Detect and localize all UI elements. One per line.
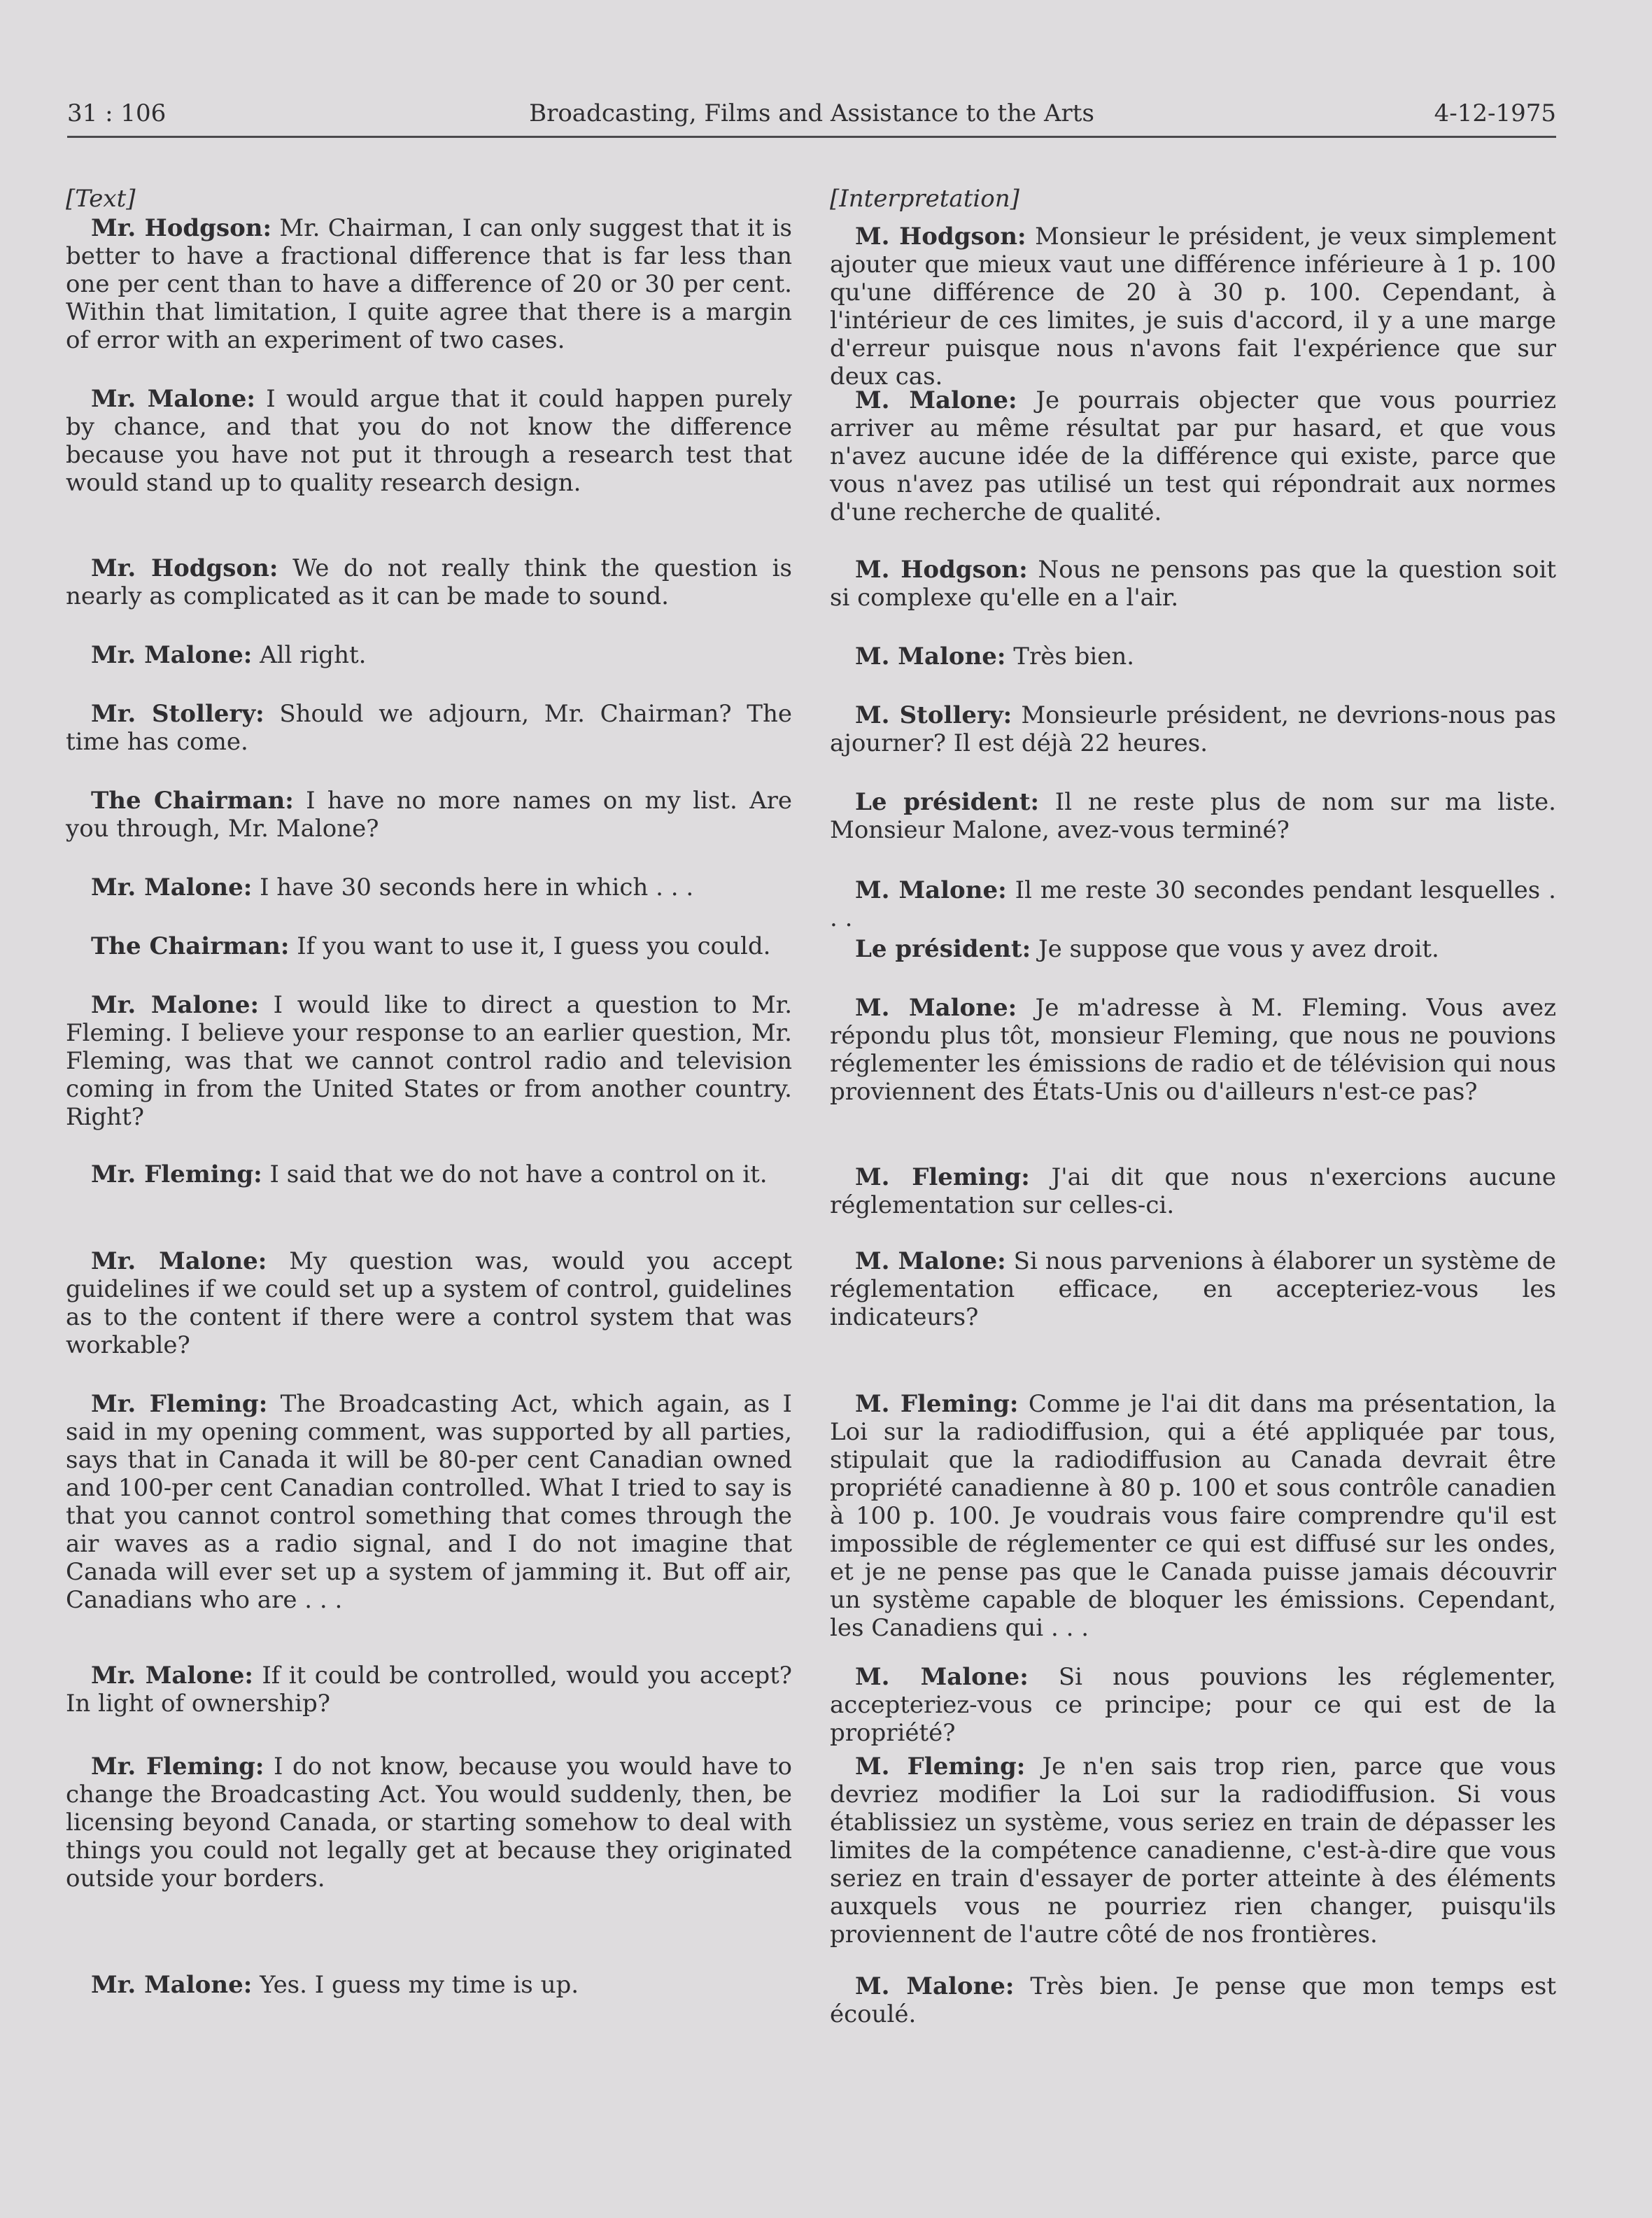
header-date: 4-12-1975 (1434, 99, 1556, 127)
column-tag: [Text] (66, 185, 136, 213)
speaker-name: M. Malone: (855, 643, 1006, 671)
speech-text: The Broadcasting Act, which again, as I said in my opening comment, was supported by all parties, says that in Canada it will be 80-per cent Canadian owned and 100-per cent Canadian controlled. What I tried to say is that you cannot control something that comes through the air waves as a radio signal, and I do not imagine that Canada will ever set up a system of jamming it. But off air, Canadians who are . . . (66, 1390, 792, 1614)
transcript-paragraph (66, 554, 792, 610)
speaker-name: Mr. Malone: (91, 991, 260, 1019)
speech-text: I said that we do not have a control on it. (262, 1160, 768, 1188)
page-number: 31 : 106 (67, 99, 167, 127)
speaker-name: M. Malone: (855, 1972, 1015, 2000)
speaker-name: Le président: (855, 788, 1040, 816)
speaker-name: Mr. Malone: (91, 641, 253, 669)
speaker-name: Mr. Malone: (91, 385, 255, 413)
speaker-name: Mr. Fleming: (91, 1390, 268, 1418)
speech-text: I would argue that it could happen purely by chance, and that you do not know the difference because you have not put it through a research test that would stand up to quality research design. (66, 385, 792, 497)
speaker-name: Mr. Stollery: (91, 700, 264, 728)
column-tag: [Interpretation] (830, 185, 1019, 213)
transcript-paragraph (66, 873, 792, 901)
speaker-name: M. Malone: (855, 876, 1007, 904)
speech-text: Il ne reste plus de nom sur ma liste. Monsieur Malone, avez-vous terminé? (830, 788, 1556, 844)
transcript-paragraph (830, 223, 1556, 391)
transcript-paragraph (66, 1247, 792, 1359)
speaker-name: Mr. Hodgson: (91, 554, 278, 582)
running-title: Broadcasting, Films and Assistance to the Arts (529, 99, 1094, 127)
transcript-paragraph (66, 1971, 792, 1999)
speech-text: If it could be controlled, would you accept? In light of ownership? (66, 1662, 793, 1718)
transcript-paragraph (830, 643, 1556, 671)
speech-text: Je pourrais objecter que vous pourriez arriver au même résultat par pur hasard, et que vous n'avez aucune idée de la différence qui existe, parce que vous n'avez pas utilisé un test qui répondrait aux normes d'une recherche de qualité. (830, 386, 1556, 526)
speech-text: Comme je l'ai dit dans ma présentation, la Loi sur la radiodiffusion, qui a été appliquée par tous, stipulait que la radiodiffusion au Canada devrait être propriété canadienne à 80 p. 100 et sous contrôle canadien à 100 p. 100. Je voudrais vous faire comprendre qu'il est impossible de réglementer ce qui est diffusé sur les ondes, et je ne pense pas que le Canada puisse jamais découvrir un système capable de bloquer les émissions. Cependant, les Canadiens qui . . . (830, 1390, 1556, 1642)
transcript-paragraph (66, 700, 792, 756)
speech-text: Monsieurle président, ne devrions-nous pas ajourner? Il est déjà 22 heures. (830, 701, 1556, 757)
speech-text: I do not know, because you would have to change the Broadcasting Act. You would suddenly, then, be licensing beyond Canada, or starting somehow to deal with things you could not legally get at because they originated outside your borders. (66, 1753, 792, 1893)
speaker-name: Mr. Malone: (91, 1971, 253, 1999)
speech-text: Très bien. Je pense que mon temps est écoulé. (830, 1972, 1557, 2028)
speaker-name: M. Malone: (855, 1247, 1006, 1275)
transcript-paragraph (830, 935, 1556, 963)
speaker-name: The Chairman: (91, 932, 290, 960)
speaker-name: Mr. Malone: (91, 1662, 253, 1690)
speech-text: Je suppose que vous y avez droit. (1031, 935, 1439, 963)
transcript-paragraph (66, 1390, 792, 1614)
speaker-name: M. Malone: (855, 1663, 1029, 1691)
speech-text: Should we adjourn, Mr. Chairman? The time has come. (66, 700, 792, 756)
speaker-name: M. Hodgson: (855, 223, 1026, 251)
speech-text: I would like to direct a question to Mr. Fleming. I believe your response to an earlier question, Mr. Fleming, was that we cannot control radio and television coming in from the United States or from another country. Right? (66, 991, 792, 1131)
speaker-name: M. Fleming: (855, 1163, 1030, 1191)
speech-text: Si nous parvenions à élaborer un système de réglementation efficace, en accepteriez-vous les indicateurs? (830, 1247, 1556, 1331)
transcript-paragraph (66, 1160, 792, 1188)
speech-text: Nous ne pensons pas que la question soit si complexe qu'elle en a l'air. (830, 556, 1556, 612)
speaker-name: M. Malone: (855, 386, 1017, 414)
transcript-paragraph (830, 994, 1556, 1106)
speaker-name: M. Hodgson: (855, 556, 1028, 584)
speech-text: Je m'adresse à M. Fleming. Vous avez répondu plus tôt, monsieur Fleming, que nous ne pouvions réglementer les émissions de radio et de télévision qui nous proviennent des États-Unis ou d'ailleurs n'est-ce pas? (830, 994, 1556, 1106)
speech-text: I have 30 seconds here in which . . . (252, 873, 694, 901)
transcript-paragraph (66, 1662, 792, 1718)
speech-text: Monsieur le président, je veux simplement ajouter que mieux vaut une différence inférieure à 1 p. 100 qu'une différence de 20 à 30 p. 100. Cependant, à l'intérieur de ces limites, je suis d'accord, il y a une marge d'erreur puisque nous n'avons fait l'expérience que sur deux cas. (830, 223, 1557, 391)
speaker-name: M. Malone: (855, 994, 1017, 1022)
speaker-name: Le président: (855, 935, 1031, 963)
transcript-paragraph (830, 556, 1556, 612)
speaker-name: M. Fleming: (855, 1753, 1026, 1781)
page-header (67, 99, 1556, 138)
speaker-name: Mr. Fleming: (91, 1160, 262, 1188)
transcript-paragraph (66, 991, 792, 1131)
transcript-paragraph (830, 1390, 1556, 1642)
transcript-paragraph (830, 1753, 1556, 1949)
transcript-paragraph (830, 701, 1556, 757)
speaker-name: Mr. Hodgson: (91, 214, 272, 242)
speech-text: Si nous pouvions les réglementer, accepteriez-vous ce principe; pour ce qui est de la propriété? (830, 1663, 1556, 1747)
speaker-name: Mr. Fleming: (91, 1753, 264, 1781)
speaker-name: M. Stollery: (855, 701, 1012, 729)
speech-text: Yes. I guess my time is up. (252, 1971, 579, 1999)
speech-text: My question was, would you accept guidelines if we could set up a system of control, guidelines as to the content if there were a control system that was workable? (66, 1247, 793, 1359)
transcript-paragraph (66, 385, 792, 497)
speaker-name: Mr. Malone: (91, 873, 253, 901)
transcript-paragraph (66, 787, 792, 843)
transcript-paragraph (830, 1247, 1556, 1331)
speech-text: Très bien. (1005, 643, 1135, 671)
transcript-paragraph (830, 386, 1556, 526)
speech-text: If you want to use it, I guess you could. (289, 932, 771, 960)
speaker-name: M. Fleming: (855, 1390, 1019, 1418)
transcript-paragraph (66, 641, 792, 669)
speech-text: I have no more names on my list. Are you through, Mr. Malone? (66, 787, 793, 843)
transcript-paragraph (830, 876, 1556, 932)
speech-text: J'ai dit que nous n'exercions aucune réglementation sur celles-ci. (830, 1163, 1556, 1219)
transcript-paragraph (830, 1972, 1556, 2028)
speech-text: Je n'en sais trop rien, parce que vous devriez modifier la Loi sur la radiodiffusion. Si vous établissiez un système, vous seriez en train de dépasser les limites de la compétence canadienne, c'est-à-dire que vous seriez en train d'essayer de porter atteinte à des éléments auxquels vous ne pourriez rien changer, puisqu'ils proviennent de l'autre côté de nos frontières. (830, 1753, 1556, 1949)
speaker-name: The Chairman: (91, 787, 294, 815)
speech-text: We do not really think the question is nearly as complicated as it can be made to sound. (66, 554, 792, 610)
transcript-paragraph (830, 788, 1556, 844)
transcript-paragraph (830, 1163, 1556, 1219)
speaker-name: Mr. Malone: (91, 1247, 267, 1275)
transcript-paragraph (66, 932, 792, 960)
transcript-paragraph (66, 1753, 792, 1893)
speech-text: Il me reste 30 secondes pendant lesquelles . . . (830, 876, 1556, 932)
speech-text: Mr. Chairman, I can only suggest that it is better to have a fractional difference that is far less than one per cent than to have a difference of 20 or 30 per cent. Within that limitation, I quite agree that there is a margin of error with an experiment of two cases. (66, 214, 793, 354)
speech-text: All right. (252, 641, 367, 669)
transcript-paragraph (66, 214, 792, 354)
transcript-paragraph (830, 1663, 1556, 1747)
